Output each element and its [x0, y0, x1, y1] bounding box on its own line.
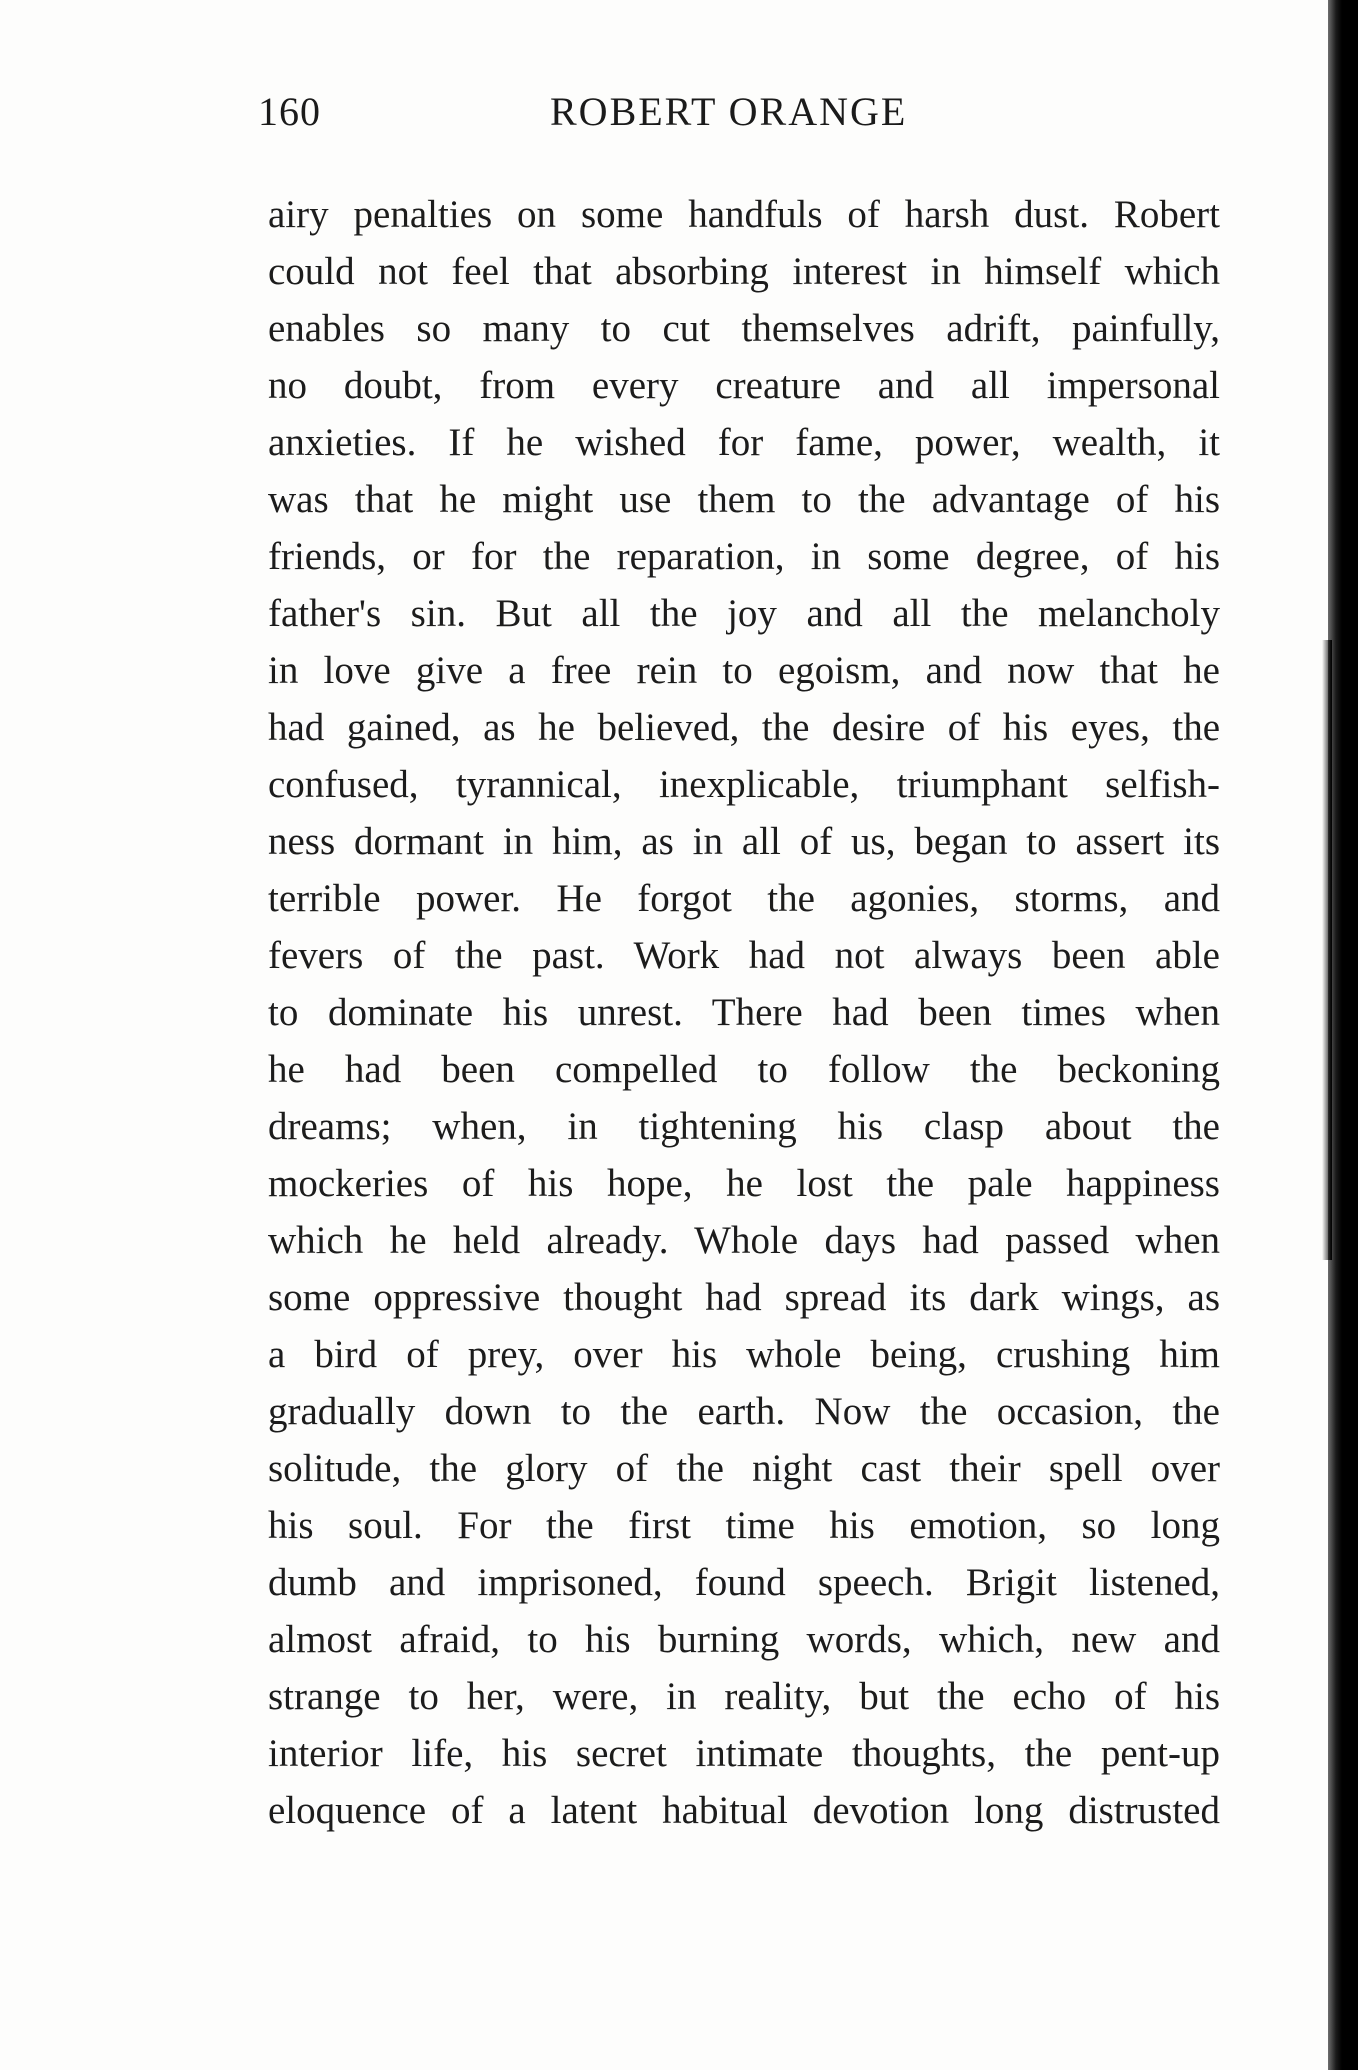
text-line: ness dormant in him, as in all of us, began to assert its: [268, 820, 1220, 863]
page-number: 160: [258, 89, 321, 134]
text-line: father's sin. But all the joy and all the melancholy: [268, 592, 1220, 635]
text-line: which he held already. Whole days had passed when: [268, 1219, 1220, 1262]
text-line: mockeries of his hope, he lost the pale happiness: [268, 1162, 1220, 1205]
text-line: solitude, the glory of the night cast their spell over: [268, 1447, 1220, 1490]
text-line: strange to her, were, in reality, but the echo of his: [268, 1675, 1220, 1718]
text-line: his soul. For the first time his emotion, so long: [268, 1504, 1220, 1547]
text-line: friends, or for the reparation, in some degree, of his: [268, 535, 1220, 578]
text-line: dreams; when, in tightening his clasp about the: [268, 1105, 1220, 1148]
text-line: was that he might use them to the advantage of his: [268, 478, 1220, 521]
text-line: confused, tyrannical, inexplicable, triumphant selfish-: [268, 763, 1220, 806]
text-line: interior life, his secret intimate thoughts, the pent-up: [268, 1732, 1220, 1775]
text-line: anxieties. If he wished for fame, power, wealth, it: [268, 421, 1220, 464]
text-line: could not feel that absorbing interest in himself which: [268, 250, 1220, 293]
text-line: in love give a free rein to egoism, and now that he: [268, 649, 1220, 692]
text-line: enables so many to cut themselves adrift, painfully,: [268, 307, 1220, 350]
text-line: airy penalties on some handfuls of harsh dust. Robert: [268, 193, 1220, 236]
text-line: no doubt, from every creature and all impersonal: [268, 364, 1220, 407]
text-line: almost afraid, to his burning words, which, new and: [268, 1618, 1220, 1661]
body-text: [268, 186, 1220, 1839]
text-line: fevers of the past. Work had not always been able: [268, 934, 1220, 977]
text-line: eloquence of a latent habitual devotion long distrusted: [268, 1789, 1220, 1832]
text-line: gradually down to the earth. Now the occasion, the: [268, 1390, 1220, 1433]
text-line: terrible power. He forgot the agonies, storms, and: [268, 877, 1220, 920]
text-line: to dominate his unrest. There had been times when: [268, 991, 1220, 1034]
running-title: ROBERT ORANGE: [550, 89, 908, 134]
page-header: [258, 88, 1222, 148]
text-line: dumb and imprisoned, found speech. Brigit listened,: [268, 1561, 1220, 1604]
text-line: he had been compelled to follow the beckoning: [268, 1048, 1220, 1091]
text-line: some oppressive thought had spread its dark wings, as: [268, 1276, 1220, 1319]
text-line: a bird of prey, over his whole being, crushing him: [268, 1333, 1220, 1376]
text-line: had gained, as he believed, the desire of his eyes, the: [268, 706, 1220, 749]
page-binding-edge: [1328, 0, 1358, 2070]
